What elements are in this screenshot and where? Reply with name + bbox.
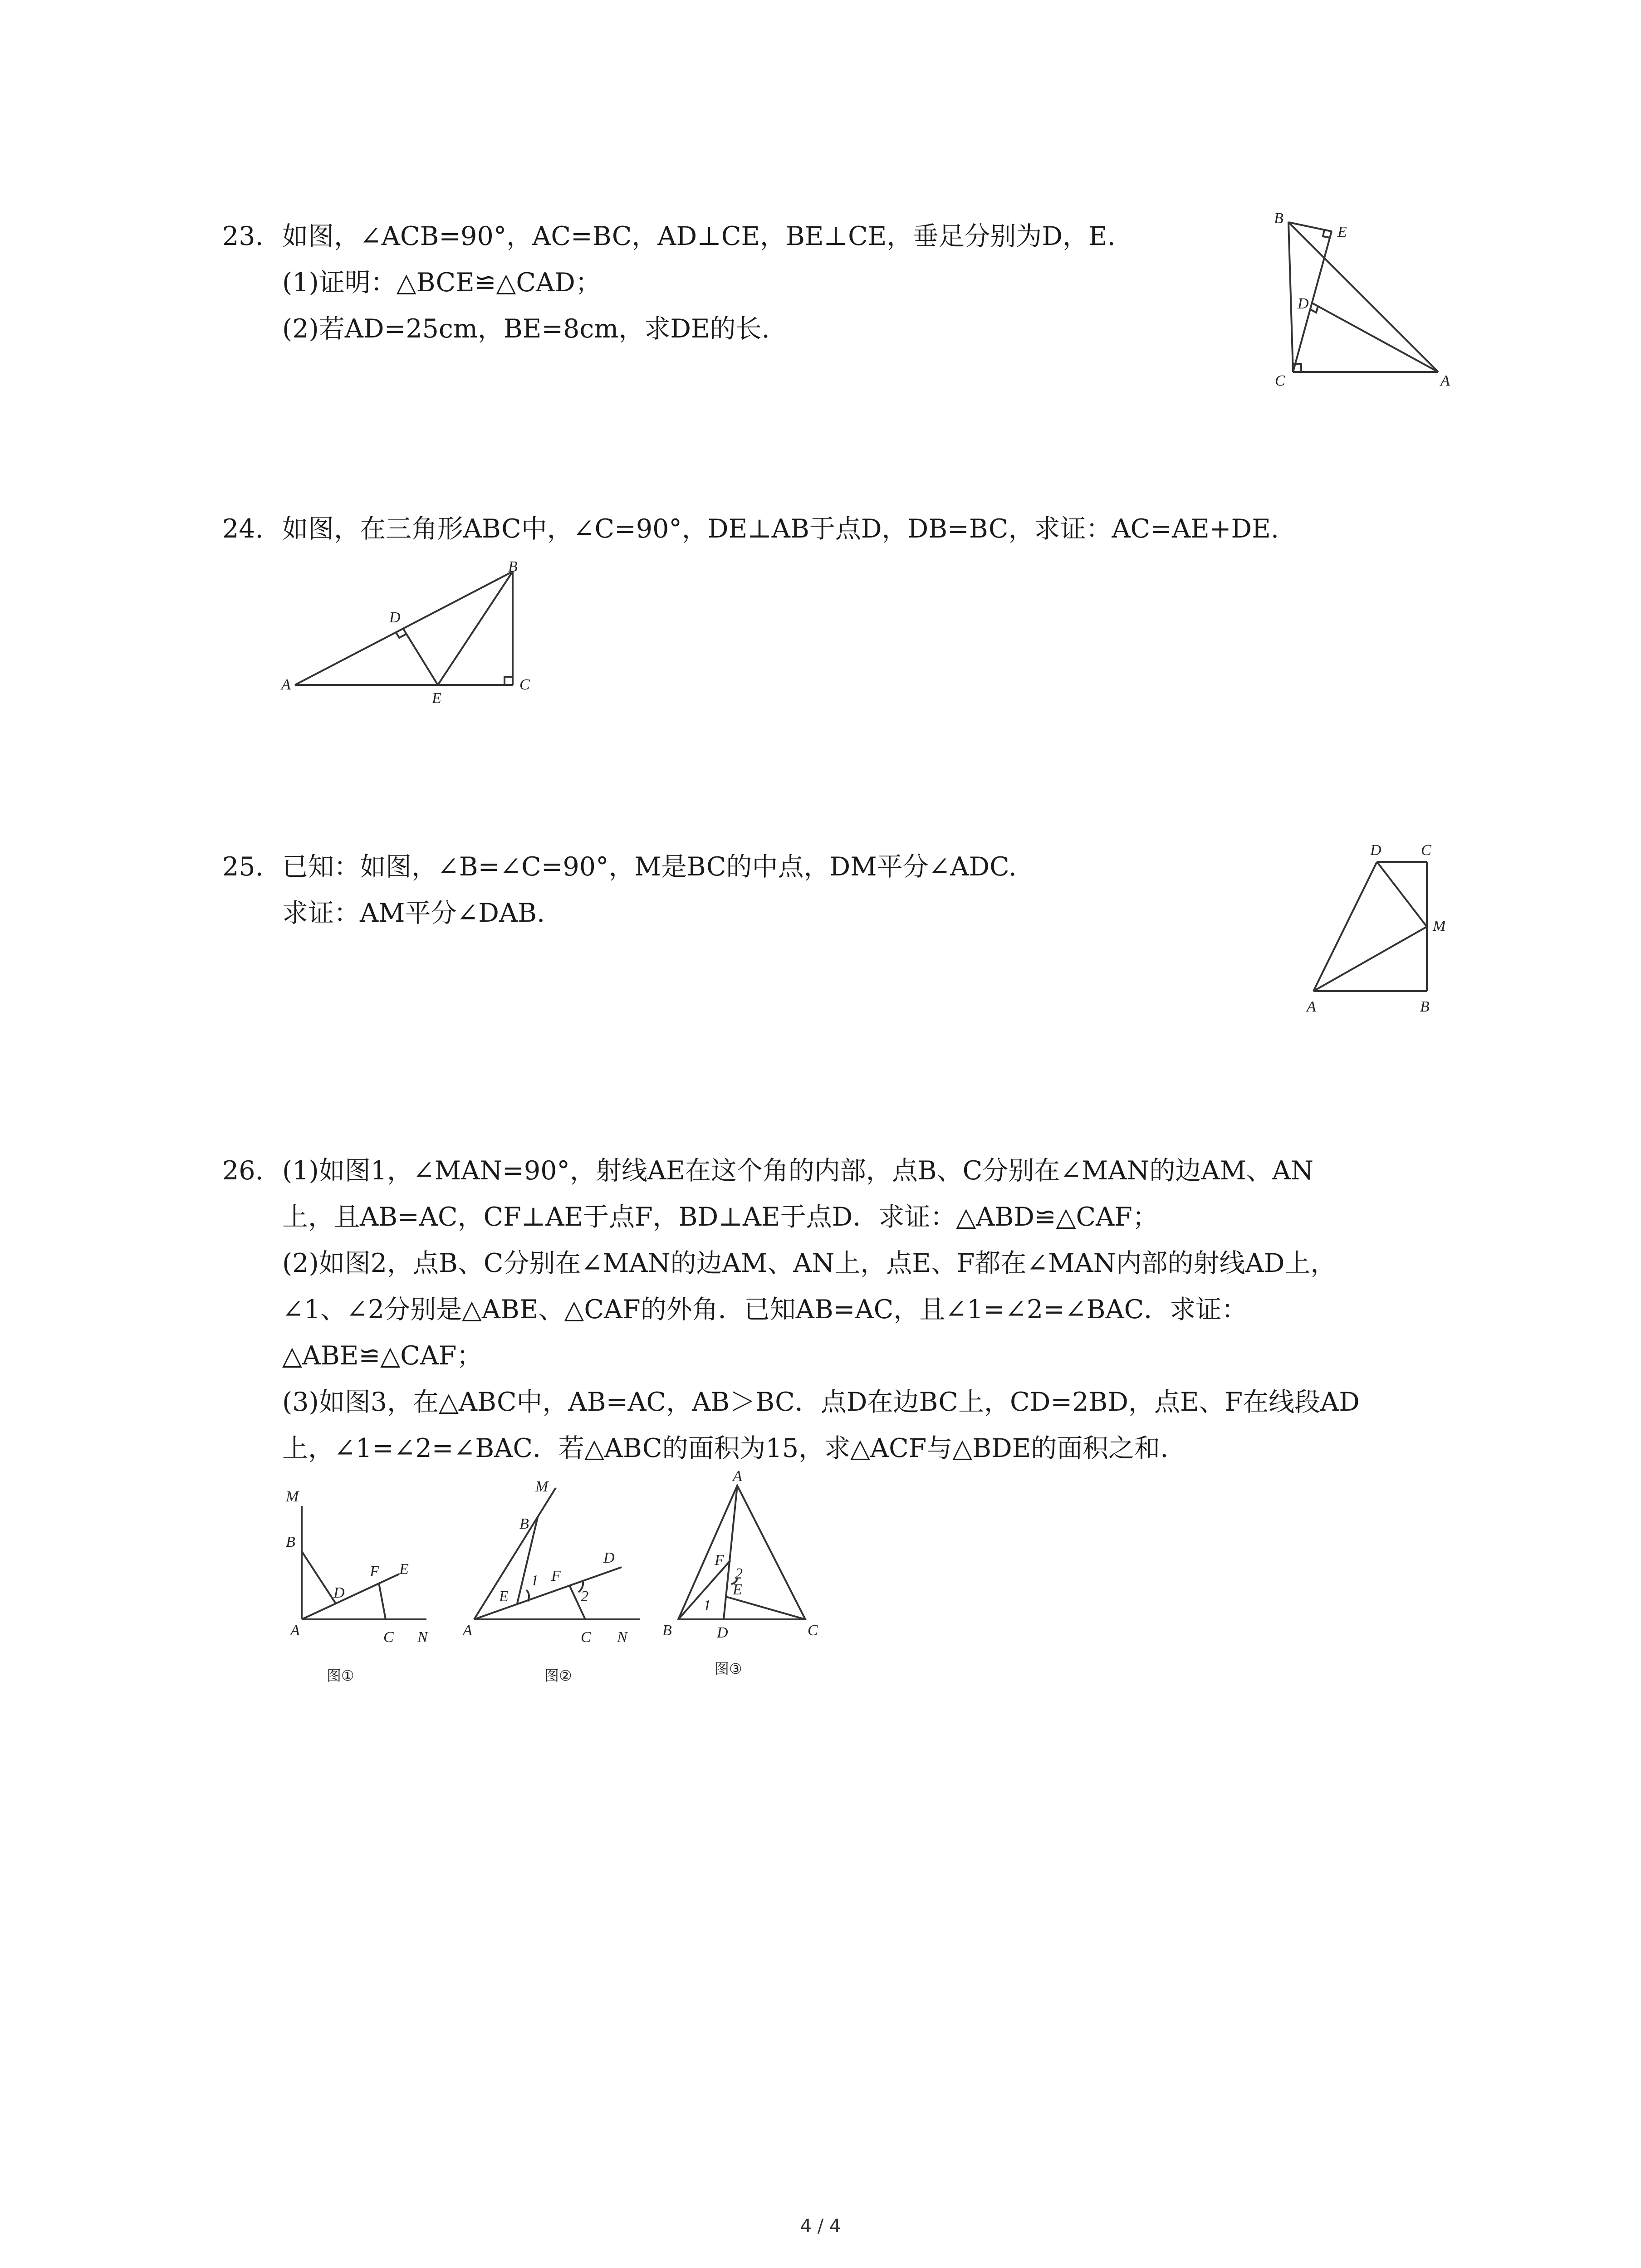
label-F: F [370, 1563, 379, 1580]
label-E: E [1337, 224, 1347, 240]
label-B: B [519, 1515, 529, 1532]
caption-fig3: 图③ [715, 1660, 742, 1677]
question-line-2: 上，且AB=AC，CF⊥AE于点F，BD⊥AE于点D．求证：△ABD≌△CAF； [282, 1202, 1158, 1232]
figure-q26-2 [454, 1470, 653, 1701]
figure-q26-3 [653, 1465, 835, 1701]
label-D: D [717, 1624, 728, 1641]
question-stem: 如图，在三角形ABC中，∠C=90°，DE⊥AB于点D，DB=BC，求证：AC=AE+DE. [282, 514, 1279, 544]
label-F: F [551, 1568, 561, 1584]
label-B: B [1420, 998, 1430, 1015]
figure-q25 [1288, 835, 1470, 1025]
label-A: A [290, 1622, 300, 1639]
label-M: M [1433, 918, 1446, 934]
figure-q23 [1261, 204, 1461, 395]
label-E: E [399, 1561, 409, 1578]
question-line-7: 上，∠1=∠2=∠BAC．若△ABC的面积为15，求△ACF与△BDE的面积之和. [282, 1433, 1169, 1463]
label-M: M [286, 1488, 299, 1505]
label-two: 2 [581, 1588, 588, 1605]
page-number: 4 / 4 [800, 2216, 841, 2237]
question-line-6: (3)如图3，在△ABC中，AB=AC，AB＞BC．点D在边BC上，CD=2BD，点E、F在线段AD [282, 1387, 1360, 1417]
label-D: D [603, 1549, 615, 1566]
label-E: E [499, 1588, 509, 1605]
label-C: C [808, 1622, 818, 1639]
caption-fig2: 图② [544, 1667, 572, 1684]
question-number: 23. [222, 221, 264, 251]
label-C: C [1421, 842, 1431, 859]
label-B: B [662, 1622, 672, 1639]
label-D: D [333, 1584, 345, 1601]
label-A: A [1307, 998, 1316, 1015]
label-E: E [733, 1581, 742, 1598]
label-one: 1 [531, 1572, 539, 1589]
question-number: 24. [222, 514, 264, 544]
question-stem: 如图，∠ACB=90°，AC=BC，AD⊥CE，BE⊥CE，垂足分别为D，E. [282, 221, 1116, 251]
label-B: B [508, 558, 518, 575]
question-26 [222, 1148, 1447, 1471]
label-C: C [581, 1629, 591, 1646]
question-24 [222, 506, 1447, 552]
label-N: N [417, 1629, 428, 1646]
label-two: 2 [735, 1565, 743, 1582]
question-number: 25. [222, 852, 264, 882]
question-line-1: (1)如图1，∠MAN=90°，射线AE在这个角的内部，点B、C分别在∠MAN的边AM、AN [282, 1156, 1313, 1186]
label-B: B [1274, 210, 1283, 227]
figure-q24 [272, 558, 554, 712]
label-D: D [389, 609, 401, 626]
label-E: E [432, 690, 441, 707]
label-N: N [617, 1629, 627, 1646]
label-A: A [1440, 372, 1450, 389]
label-C: C [383, 1629, 394, 1646]
figure-q26-1 [268, 1474, 458, 1701]
label-B: B [286, 1534, 295, 1550]
label-F: F [715, 1552, 724, 1569]
label-one: 1 [703, 1597, 711, 1614]
question-stem: 已知：如图，∠B=∠C=90°，M是BC的中点，DM平分∠ADC. [282, 852, 1017, 882]
label-A: A [281, 676, 291, 693]
question-number: 26. [222, 1156, 264, 1186]
caption-fig1: 图① [327, 1667, 354, 1684]
question-part-2: (2)若AD=25cm，BE=8cm，求DE的长. [282, 314, 770, 344]
question-line-5: △ABE≌△CAF； [282, 1341, 483, 1371]
label-M: M [535, 1478, 549, 1495]
label-A: A [733, 1468, 742, 1485]
question-line-4: ∠1、∠2分别是△ABE、△CAF的外角．已知AB=AC，且∠1=∠2=∠BAC．求证： [282, 1295, 1248, 1325]
label-D: D [1370, 842, 1381, 859]
label-A: A [463, 1622, 472, 1639]
question-part-1: (1)证明：△BCE≌△CAD； [282, 268, 601, 298]
label-C: C [1275, 372, 1285, 389]
label-C: C [519, 676, 530, 693]
label-D: D [1298, 295, 1309, 312]
question-line-3: (2)如图2，点B、C分别在∠MAN的边AM、AN上，点E、F都在∠MAN内部的射线AD上， [282, 1248, 1337, 1278]
question-25 [222, 844, 1447, 936]
question-prove: 求证：AM平分∠DAB. [282, 898, 545, 928]
